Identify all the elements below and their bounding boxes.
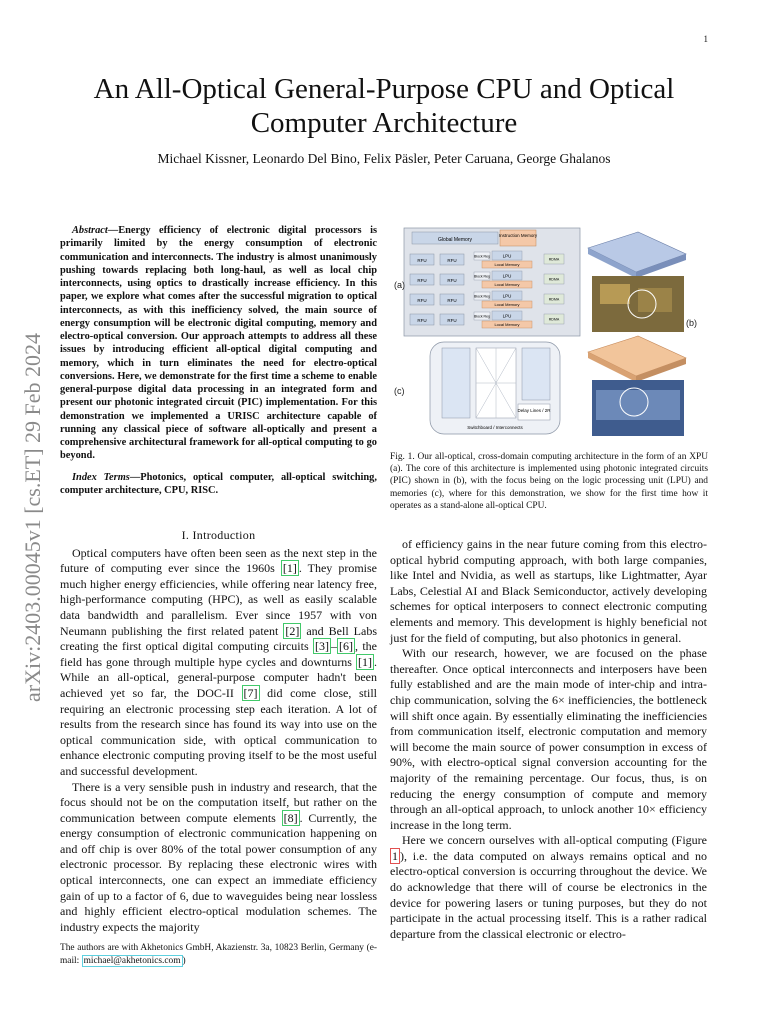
citation-link[interactable]: [2] (285, 623, 300, 638)
lpu-label: LPU (502, 293, 512, 299)
rdma-label: RDMA (548, 297, 560, 302)
paragraph-text: Here we concern ourselves with all-optical computing (Figure (402, 833, 707, 848)
paragraph-text: of efficiency gains in the near future coming from this electro-optical hybrid computing approach, with both large companies, like Intel and Nvidia, as well as startups, like Lightmatter, Ayar Labs, Celestial AI and Black Semiconductor, actively developing schemes for optical interposers to connect electronic computing elements and memory. This development is highly beneficial not just for the field of computing, but also photonics in general. (390, 537, 707, 645)
lpu-label: LPU (502, 273, 512, 279)
figure-reference-link[interactable]: 1 (392, 848, 398, 863)
block-reg-label: Block Reg (474, 254, 490, 259)
paragraph-text: , the field has gone through multiple hype cycles and downturns (60, 639, 377, 669)
block-reg-label: Block Reg (474, 314, 490, 319)
local-memory-label: Local Memory (494, 302, 520, 307)
paragraph-text: – (330, 639, 337, 654)
memory-bank-right (522, 348, 550, 400)
paragraph-text: . Currently, the energy consumption of electronic communication happening on and off chip is over 80% of the total power consumption of any electronic processor. By replacing these electronic wires with optical interconnects, one can expect an immediate efficiency gain of up to a factor of 6, due to waveguides being near lossless and highly efficient electro-optical modulation schemes. The industry expects the majority (60, 810, 377, 934)
right-column-body (390, 537, 707, 942)
figure-1 (390, 224, 708, 439)
arxiv-identifier (14, 290, 48, 710)
local-memory-label: Local Memory (494, 262, 520, 267)
abstract-text: —Energy efficiency of electronic digital processors is primarily limited by the energy consumption of electronic communication and interconnects. The industry is almost unanimously pushing towards replacing both long-haul, as well as local chip interconnects, using optics to drastically increase efficiency. In this paper, we explore what comes after the successful migration to optical interconnects, as with this inefficiency solved, the main source of energy consumption will be electronic digital computing, memory and electro-optical conversion. Our approach attempts to address all these issues by introducing efficient all-optical digital computing and memory, which in turn eliminates the need for electro-optical conversions. Here, we demonstrate for the first time a scheme to enable general-purpose digital data processing in an integrated form and present our photonic integrated circuit (PIC) implementation. For this demonstration we implemented a URISC architecture capable of running any classical piece of software all-optically and present a comprehensive architectural framework for all-optical computing to go beyond. (60, 225, 377, 462)
left-paragraphs (60, 546, 377, 936)
paragraph-text: did come close, still requiring an electronic processing step each iteration. A lot of results from the research since has found its way into use on the optical communication side, with optical communication to enhance electronic computing proving itself to be the most useful and successful development. (60, 685, 378, 778)
abstract-label: Abstract (72, 225, 108, 236)
left-paragraph (60, 780, 377, 936)
switchboard-label: Switchboard / Interconnects (467, 425, 523, 430)
rfu-label: RFU (447, 258, 457, 263)
figure-caption: Fig. 1. Our all-optical, cross-domain computing architecture in the form of an XPU (a). The core of this architecture is implemented using photonic integrated circuits (PIC) shown in (b), with the focus being on the logic processing unit (LPU) and memories (c), where for this demonstration, we show for the first time how it operates as a stand-alone all-optical CPU. (390, 452, 708, 511)
left-paragraph (60, 546, 377, 780)
rfu-label: RFU (447, 278, 457, 283)
right-paragraph (390, 537, 707, 646)
abstract-block (60, 224, 377, 497)
rfu-label: RFU (417, 278, 427, 283)
global-memory-label: Global Memory (438, 237, 472, 243)
author-list: Michael Kissner, Leonardo Del Bino, Felix Päsler, Peter Caruana, George Ghalanos (157, 151, 611, 166)
lpu-label: LPU (502, 313, 512, 319)
citation-link[interactable]: [6] (338, 639, 353, 654)
paragraph-text: With our research, however, we are focused on the phase thereafter. Once optical interconnects and interposers have been fully established and are the main mode of inter-chip and intra-chip communication, solving the 6× inefficiencies, the bottleneck will shift once again. By essentially eliminating the inefficiencies from communication itself, electronic computation and memory will become the main source of power consumption in excess of 90%, with electro-optical signal conversion accounting for the majority of the remaining percentage. Our focus, thus, is on reducing the energy consumption of compute and memory through an all-optical approach, to unlock another 10× efficiency increase in the long term. (390, 646, 707, 832)
lpu-label: LPU (502, 253, 512, 259)
paragraph-text: . They promise much higher energy efficiencies, while offering near latency free, high-performance computing (HPC), as well as easily scalable data bandwidth and parallelism. Ever since 1957 with von Neumann publishing the first related patent (60, 561, 377, 638)
left-column-body (60, 514, 377, 935)
footnote-end: ) (182, 955, 186, 966)
local-memory-label: Local Memory (494, 282, 520, 287)
panel-label-a: (a) (394, 280, 405, 290)
rdma-label: RDMA (548, 277, 560, 282)
right-paragraph (390, 646, 707, 833)
index-terms-label: Index Terms (72, 471, 130, 483)
rfu-label: RFU (417, 258, 427, 263)
paragraph-text: and Bell Labs creating the first optical digital computing circuits (60, 623, 377, 654)
paragraph-text: Optical computers have often been seen as the next step in the future of computing ever since the 1960s (60, 545, 377, 576)
footnote-text: The authors are with Akhetonics GmbH, Akazienstr. 3a, 10823 Berlin, Germany (e-mail: (60, 943, 377, 966)
citation-link[interactable]: [1] (282, 561, 297, 576)
pic-render-bottom (588, 336, 686, 382)
instruction-memory-label: Instruction Memory (498, 233, 538, 238)
rfu-label: RFU (417, 318, 427, 323)
index-terms-text: —Photonics, optical computer, all-optical switching, computer architecture, CPU, RISC. (60, 471, 377, 496)
paragraph-text: . While an all-optical, general-purpose computer hadn't been achieved yet so far, the DOC-II (60, 654, 377, 700)
citation-link[interactable]: [3] (314, 639, 329, 654)
rfu-label: RFU (447, 298, 457, 303)
paper-title: An All-Optical General-Purpose CPU and Optical Computer Architecture (93, 73, 675, 139)
paragraph-text: There is a very sensible push in industry and research, that the focus should not be on the computation itself, but rather on the communication between compute elements (60, 779, 377, 825)
arxiv-id-text: arXiv:2403.00045v1 [cs.ET] 29 Feb 2024 (20, 332, 45, 702)
memory-bank-left (442, 348, 470, 418)
block-reg-label: Block Reg (474, 294, 490, 299)
page-number: 1 (703, 34, 708, 44)
section-heading: I. Introduction (181, 528, 256, 542)
pic-render-top (588, 232, 686, 278)
right-paragraph (390, 833, 707, 942)
right-paragraphs (390, 537, 707, 942)
citation-link[interactable]: [1] (358, 654, 372, 669)
footnote-email-link[interactable]: michael@akhetonics.com (83, 955, 181, 966)
citation-link[interactable]: [8] (283, 810, 298, 825)
panel-label-b: (b) (686, 318, 697, 328)
author-footnote (60, 942, 377, 967)
rdma-label: RDMA (548, 317, 560, 322)
citation-link[interactable]: [7] (243, 685, 258, 700)
pic-photo-1-detail (600, 284, 630, 304)
paragraph-text: ), i.e. the data computed on always remains optical and no electro-optical conversion is occurring throughout the device. We do acknowledge that there will of course be electronics in the device for powering lasers or tuning purposes, but they do not participate in the actual processing itself. This is a rather radical departure from the classical electronic or electro- (390, 848, 707, 941)
panel-label-c: (c) (394, 386, 405, 396)
delay-lines-label: Delay Lines / 2R (517, 408, 551, 413)
rdma-label: RDMA (548, 257, 560, 262)
switch-lines (476, 348, 516, 418)
local-memory-label: Local Memory (494, 322, 520, 327)
block-reg-label: Block Reg (474, 274, 490, 279)
rfu-label: RFU (417, 298, 427, 303)
rfu-label: RFU (447, 318, 457, 323)
